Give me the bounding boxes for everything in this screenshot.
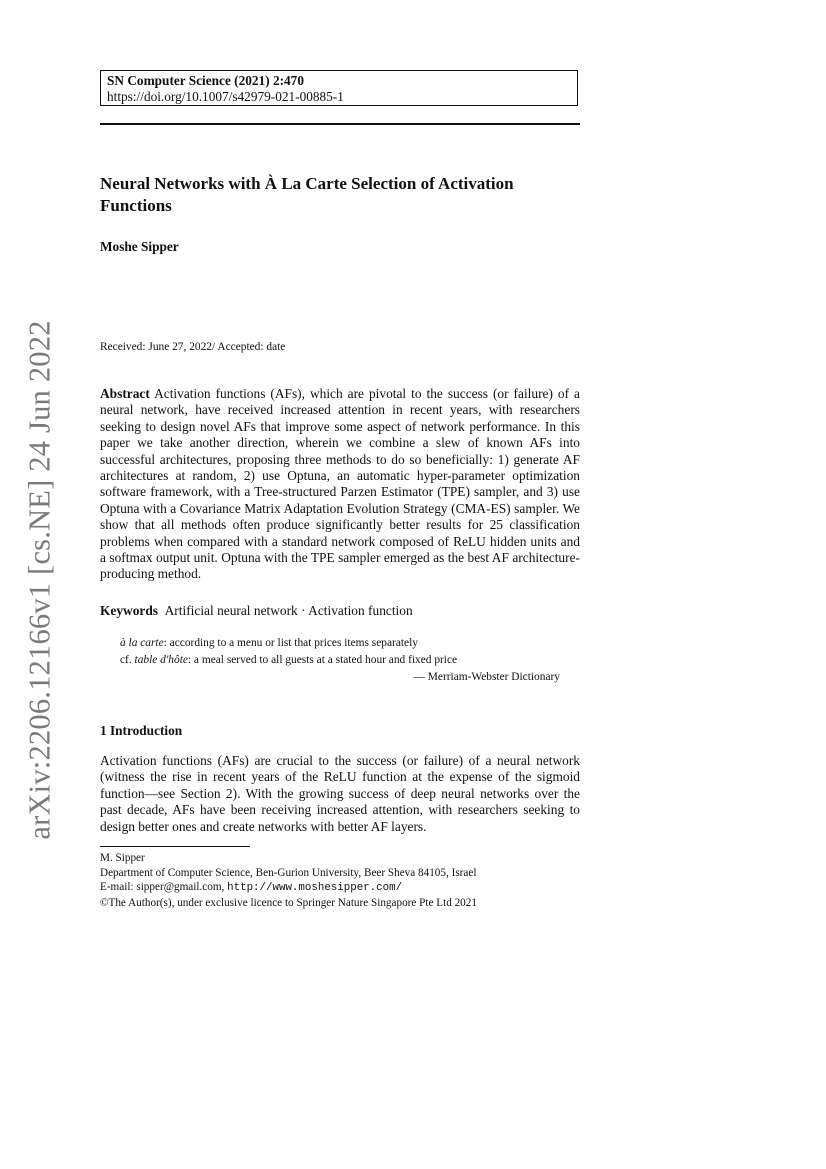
- section-heading-introduction: 1 Introduction: [100, 723, 183, 738]
- epigraph-prefix-2: cf.: [120, 654, 135, 666]
- epigraph-definition-1: : according to a menu or list that prices items separately: [163, 637, 418, 649]
- footnote-email: E-mail: sipper@gmail.com,: [100, 881, 225, 894]
- epigraph-term-1: à la carte: [120, 637, 164, 649]
- received-accepted-dates: Received: June 27, 2022/ Accepted: date: [100, 341, 286, 353]
- journal-header-box: [100, 70, 578, 106]
- footnote-copyright: ©The Author(s), under exclusive licence to Springer Nature Singapore Pte Ltd 2021: [100, 896, 477, 909]
- epigraph-line-1: [120, 635, 560, 652]
- arxiv-stamp-text: arXiv:2206.12166v1 [cs.NE] 24 Jun 2022: [22, 320, 57, 840]
- title-line-2: Functions: [100, 196, 172, 215]
- header-rule: [100, 123, 580, 125]
- abstract-text: Activation functions (AFs), which are pivotal to the success (or failure) of a neural network, have received increased attention in recent years, with researchers seeking to design novel AFs that improve some aspect of network performance. In this paper we take another direction, wherein we combine a slew of known AFs into successful architectures, proposing three methods to do so beneficially: 1) generate AF architectures at random, 2) use Optuna, an automatic hyper-parameter optimization software framework, with a Tree-structured Parzen Estimator (TPE) sampler, and 3) use Optuna with a Covariance Matrix Adaptation Evolution Strategy (CMA-ES) sampler. We show that all methods often produce significantly better results for 25 classification problems when compared with a standard network composed of ReLU hidden units and a softmax output unit. Optuna with the TPE sampler emerged as the best AF architecture-producing method.: [100, 386, 580, 582]
- epigraph-source: — Merriam-Webster Dictionary: [413, 671, 560, 683]
- footnote-name: M. Sipper: [100, 852, 145, 864]
- author-footnote: [100, 851, 580, 910]
- epigraph-line-2: [120, 652, 560, 669]
- footnote-contact: [100, 880, 580, 896]
- paper-title: [100, 173, 590, 217]
- footnote-affiliation: Department of Computer Science, Ben-Gurion University, Beer Sheva 84105, Israel: [100, 866, 477, 879]
- keywords: [100, 603, 413, 619]
- epigraph-term-2: table d'hôte: [134, 654, 188, 666]
- author-name: Moshe Sipper: [100, 239, 179, 254]
- abstract: [100, 386, 580, 583]
- footnote-url-link[interactable]: http://www.moshesipper.com/: [227, 882, 403, 895]
- epigraph: [120, 635, 560, 686]
- title-line-1: Neural Networks with À La Carte Selection of Activation: [100, 174, 514, 193]
- abstract-label: Abstract: [100, 386, 150, 401]
- introduction-paragraph: Activation functions (AFs) are crucial to the success (or failure) of a neural network (witness the rise in recent years of the ReLU function at the expense of the sigmoid function—see Section 2). With the growing success of deep neural networks over the past decade, AFs have been receiving increased attention, with researchers seeking to design better ones and create networks with better AF layers.: [100, 753, 580, 834]
- arxiv-identifier-stamp: [10, 320, 70, 840]
- keywords-label: Keywords: [100, 603, 159, 618]
- epigraph-definition-2: : a meal served to all guests at a stated hour and fixed price: [187, 654, 458, 666]
- journal-name: SN Computer Science (2021) 2:470: [107, 73, 304, 88]
- keywords-text: Artificial neural network · Activation function: [164, 603, 413, 618]
- journal-doi-link[interactable]: https://doi.org/10.1007/s42979-021-00885-1: [107, 89, 344, 104]
- footnote-rule: [100, 846, 250, 847]
